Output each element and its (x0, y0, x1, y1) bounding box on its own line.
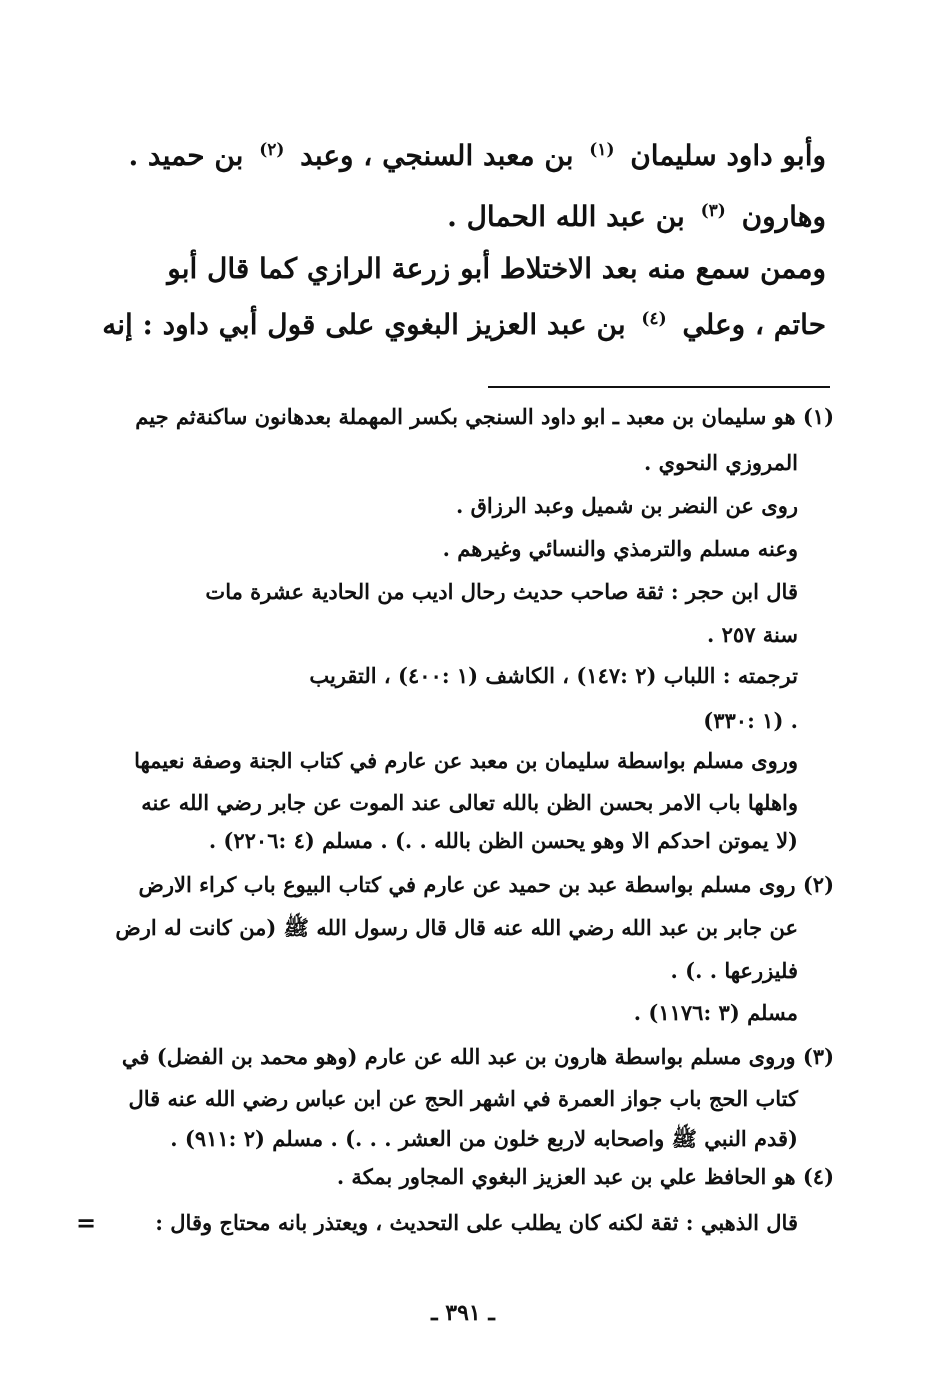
footnote-3-line: (قدم النبي ﷺ واصحابه لاربع خلون من العشر . . .) . مسلم (٢ :٩١١) . (170, 1126, 798, 1151)
footnote-ref-2: (٢) (259, 140, 285, 160)
footnote-1-line: سنة ٢٥٧ . (707, 622, 798, 647)
footnote-1-line: (١ :٣٣٠) . (703, 708, 798, 733)
footnote-2-line: فليزرعها . .) . (670, 958, 798, 983)
footnote-1-line: المروزي النحوي . (643, 450, 798, 475)
footnote-4-line: قال الذهبي : ثقة لكنه كان يطلب على التحديث ، ويعتذر بانه محتاج وقال : (155, 1210, 798, 1235)
main-text-line-3 (167, 252, 826, 285)
footnote-ref-3: (٣) (700, 201, 726, 221)
main-text-segment: وأبو داود سليمان (630, 139, 826, 172)
footnote-4-line: (٤) هو الحافظ علي بن عبد العزيز البغوي المجاور بمكة . (336, 1164, 834, 1189)
footnote-ref-1: (١) (589, 140, 615, 160)
main-text-line-1 (128, 139, 826, 172)
main-text-segment: وهارون (741, 200, 826, 233)
main-text-segment: بن معبد السنجي ، وعبد (300, 139, 574, 172)
main-text-segment: بن عبد الله الحمال . (447, 200, 685, 233)
footnote-separator (488, 386, 830, 388)
footnote-1-line: روى عن النضر بن شميل وعبد الرزاق . (455, 493, 798, 518)
footnote-2-line: (٢) روى مسلم بواسطة عبد بن حميد عن عارم في كتاب البيوع باب كراء الارض (138, 872, 834, 897)
main-text-segment: بن حميد . (128, 139, 244, 172)
continuation-mark: = (76, 1208, 97, 1237)
footnote-2-line: عن جابر بن عبد الله رضي الله عنه قال قال رسول الله ﷺ (من كانت له ارض (115, 915, 798, 940)
footnote-ref-4: (٤) (641, 309, 667, 329)
footnote-1-line: قال ابن حجر : ثقة صاحب حديث رحال اديب من الحادية عشرة مات (205, 579, 798, 604)
main-text-segment: وممن سمع منه بعد الاختلاط أبو زرعة الرازي كما قال أبو (167, 252, 826, 285)
footnote-3-line: (٣) وروى مسلم بواسطة هارون بن عبد الله عن عارم (وهو محمد بن الفضل) في (121, 1044, 834, 1069)
footnote-1-line: (لا يموتن احدكم الا وهو يحسن الظن بالله . .) . مسلم (٤ :٢٢٠٦) . (208, 828, 798, 853)
main-text-line-4 (102, 308, 826, 341)
main-text-segment: بن عبد العزيز البغوي على قول أبي داود : إنه (102, 308, 626, 341)
footnote-1-line: واهلها باب الامر بحسن الظن بالله تعالى عند الموت عن جابر رضي الله عنه (141, 790, 798, 815)
main-text-segment: حاتم ، وعلي (682, 308, 826, 341)
footnote-1-line: ترجمته : اللباب (٢ :١٤٧) ، الكاشف (١ :٤٠٠) ، التقريب (309, 663, 798, 688)
footnote-1-line: وعنه مسلم والترمذي والنسائي وغيرهم . (442, 536, 798, 561)
main-text-line-2 (447, 200, 826, 233)
footnote-3-line: كتاب الحج باب جواز العمرة في اشهر الحج عن ابن عباس رضي الله عنه قال (128, 1086, 798, 1111)
page-number: ـ ٣٩١ ـ (431, 1300, 495, 1326)
footnote-1-line: (١) هو سليمان بن معبد ـ ابو داود السنجي بكسر المهملة بعدهانون ساكنةثم جيم (135, 404, 834, 429)
footnote-2-line: مسلم (٣ :١١٧٦) . (633, 1000, 798, 1025)
footnote-1-line: وروى مسلم بواسطة سليمان بن معبد عن عارم في كتاب الجنة وصفة نعيمها (134, 748, 798, 773)
